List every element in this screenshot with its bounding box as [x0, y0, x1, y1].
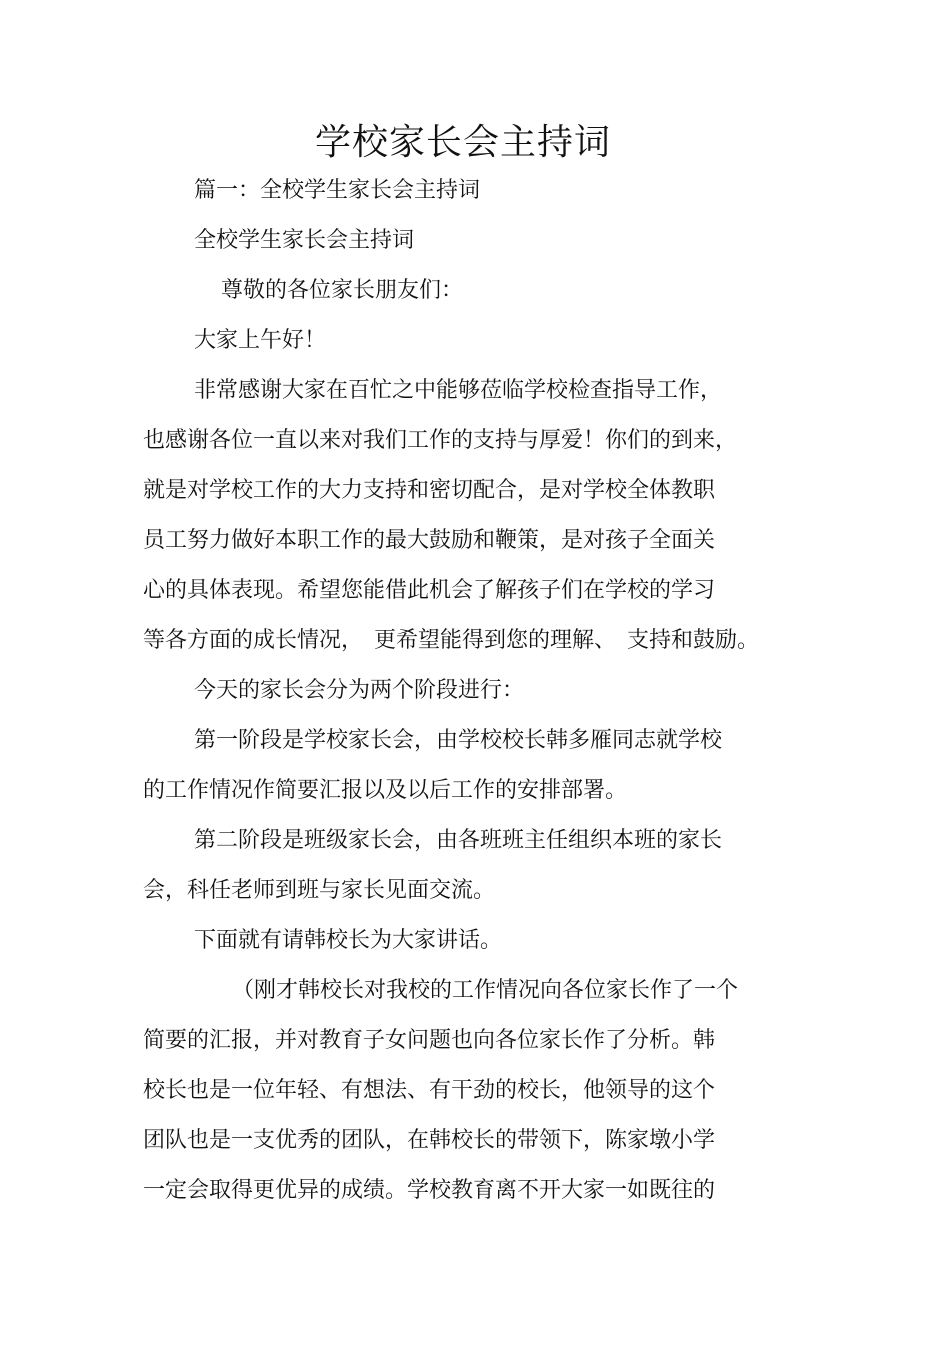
paragraph-line: 团队也是一支优秀的团队，在韩校长的带领下，陈家墩小学 — [143, 1128, 716, 1153]
greeting: 大家上午好！ — [194, 328, 327, 353]
paragraph-line: 校长也是一位年轻、有想法、有干劲的校长，他领导的这个 — [143, 1078, 716, 1103]
paragraph-line: 一定会取得更优异的成绩。学校教育离不开大家一如既往的 — [143, 1178, 716, 1203]
paragraph-line: 第一阶段是学校家长会，由学校校长韩多雁同志就学校 — [194, 728, 723, 753]
paragraph-line: 等各方面的成长情况， 更希望能得到您的理解、 支持和鼓励。 — [143, 628, 760, 653]
salutation: 尊敬的各位家长朋友们： — [221, 278, 464, 303]
paragraph-line: 也感谢各位一直以来对我们工作的支持与厚爱！你们的到来， — [143, 428, 738, 453]
document-title: 学校家长会主持词 — [314, 122, 611, 163]
paragraph-line: 今天的家长会分为两个阶段进行： — [194, 678, 525, 703]
paragraph-line: 下面就有请韩校长为大家讲话。 — [194, 928, 503, 953]
paragraph-line: 简要的汇报，并对教育子女问题也向各位家长作了分析。韩 — [143, 1028, 716, 1053]
paragraph-line: 第二阶段是班级家长会，由各班班主任组织本班的家长 — [194, 828, 723, 853]
paragraph-line: 心的具体表现。希望您能借此机会了解孩子们在学校的学习 — [143, 578, 716, 603]
chapter-heading: 篇一：全校学生家长会主持词 — [194, 178, 481, 203]
paragraph-line: （刚才韩校长对我校的工作情况向各位家长作了一个 — [232, 978, 739, 1003]
section-subtitle: 全校学生家长会主持词 — [194, 228, 415, 253]
paragraph-line: 非常感谢大家在百忙之中能够莅临学校检查指导工作， — [194, 378, 723, 403]
paragraph-line: 的工作情况作简要汇报以及以后工作的安排部署。 — [143, 778, 628, 803]
paragraph-line: 员工努力做好本职工作的最大鼓励和鞭策，是对孩子全面关 — [143, 528, 716, 553]
paragraph-line: 就是对学校工作的大力支持和密切配合，是对学校全体教职 — [143, 478, 716, 503]
paragraph-line: 会，科任老师到班与家长见面交流。 — [143, 878, 496, 903]
